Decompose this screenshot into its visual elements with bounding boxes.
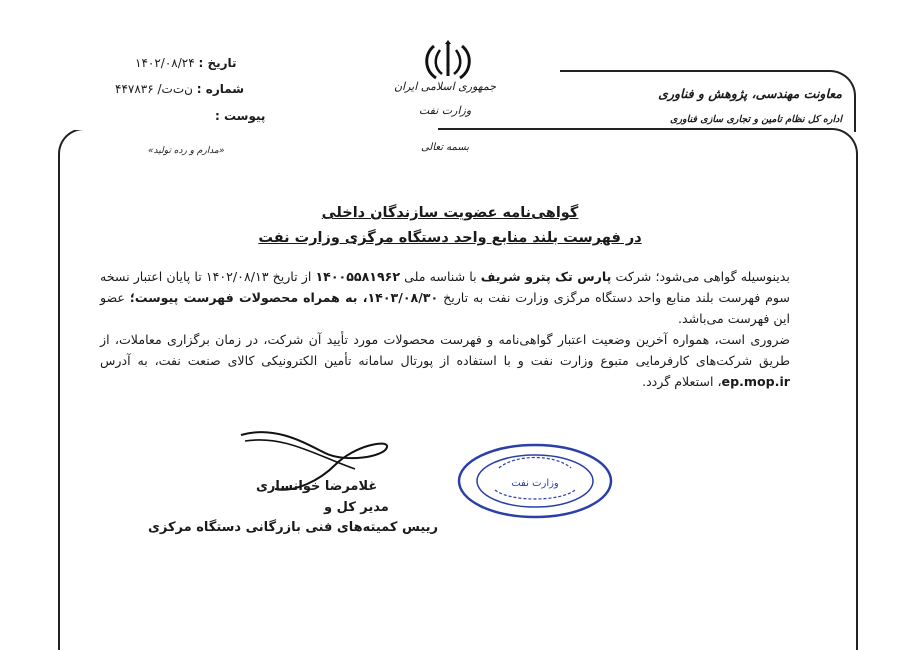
attachment-row bbox=[215, 109, 265, 123]
deputy-name: معاونت مهندسی، پژوهش و فناوری bbox=[658, 86, 842, 101]
p2-end: ، استعلام گردد. bbox=[642, 374, 722, 389]
expiry-date: ۱۴۰۳/۰۸/۳۰، به همراه bbox=[303, 290, 439, 305]
paragraph-2 bbox=[100, 329, 790, 392]
certificate-title bbox=[230, 205, 670, 221]
p1-products: محصولات فهرست پیوست؛ bbox=[129, 290, 299, 305]
number-row bbox=[115, 82, 244, 96]
stamp-text: وزارت نفت bbox=[511, 478, 559, 489]
certificate-subtitle bbox=[230, 230, 670, 246]
p1-member: عضو این فهرست می‌باشد. bbox=[100, 290, 790, 326]
certificate-body bbox=[100, 266, 790, 392]
iran-emblem-icon bbox=[420, 40, 476, 84]
signatory-title-1: مدیر کل و bbox=[324, 500, 389, 515]
signatory-title-2: رییس کمیته‌های فنی بازرگانی دستگاه مرکزی bbox=[148, 520, 439, 535]
p1-id-label: با شناسه ملی bbox=[404, 269, 477, 284]
p1-validity: تا پایان اعتبار نسخه سوم فهرست بلند منابع واحد دستگاه مرگزی وزارت نفت به تاریخ bbox=[100, 269, 790, 305]
national-id: ۱۴۰۰۵۵۸۱۹۶۲ bbox=[315, 269, 401, 284]
date-label: تاریخ : bbox=[198, 56, 237, 70]
attachment-label: پیوست : bbox=[215, 109, 266, 123]
p2-text: ضروری است، همواره آخرین وضعیت اعتبار گواهی‌نامه و فهرست محصولات مورد تأیید آن شرکت، در زمان برگزاری معاملات، از طریق شرکت‌های کارفرمایی متبوع وزارت نفت و با استفاده از پورتال سامانه تأمین الکترونیکی کالای صنعت نفت، به آدرس bbox=[100, 332, 790, 368]
date-value: ۱۴۰۲/۰۸/۲۴ bbox=[135, 56, 195, 70]
official-stamp-icon bbox=[455, 440, 615, 522]
basmala: بسمه تعالی bbox=[420, 142, 470, 153]
website-link[interactable]: ep.mop.ir bbox=[721, 374, 790, 389]
signatory-name: غلامرضا خوانساری bbox=[256, 479, 378, 494]
paragraph-1 bbox=[100, 266, 790, 329]
certificate-title-line1: گواهی‌نامه عضویت سازندگان داخلی bbox=[321, 205, 579, 221]
company-name: پارس تک پترو شریف bbox=[480, 269, 612, 284]
ministry-name: وزارت نفت bbox=[418, 104, 472, 117]
priority-note: «مدارم و رده تولید» bbox=[148, 146, 225, 156]
p1-start-date: از تاریخ ۱۴۰۲/۰۸/۱۳ bbox=[205, 269, 312, 284]
emblem-caption: جمهوری اسلامی ایران bbox=[393, 80, 497, 93]
date-row bbox=[135, 56, 237, 70]
number-label: شماره : bbox=[196, 82, 245, 96]
department-name: اداره کل نظام تامین و تجاری سازی فناوری bbox=[670, 114, 842, 125]
certificate-title-line2: در فهرست بلند منابع واحد دستگاه مرگزی وزارت نفت bbox=[258, 230, 642, 246]
p1-intro: بدینوسیله گواهی می‌شود؛ شرکت bbox=[615, 269, 790, 284]
number-value: ن‌ت‌ت/ ۴۴۷۸۳۶ bbox=[115, 82, 193, 96]
